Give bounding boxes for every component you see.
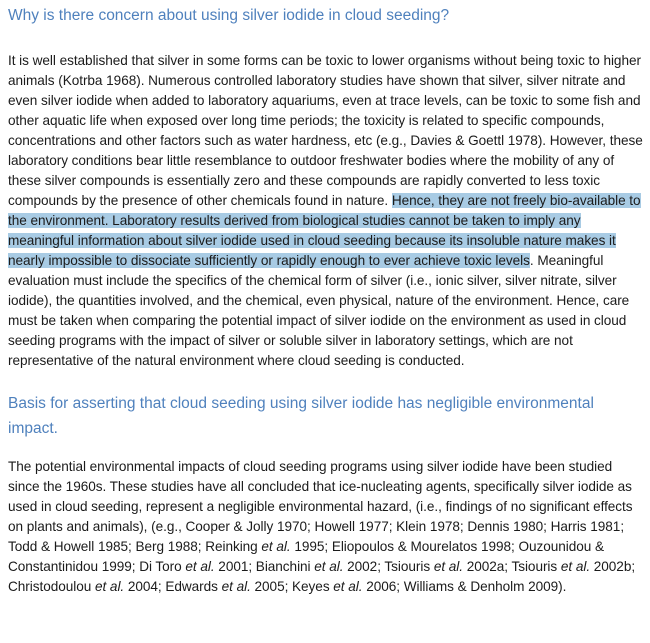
italic-text-run: et al. <box>221 578 251 594</box>
italic-text-run: et al. <box>314 558 344 574</box>
paragraph-environmental-studies[interactable] <box>8 457 645 597</box>
highlighted-text-run: Hence, they are not freely bio-available to the environment. Laboratory results derived from biological studies cannot be taken to imply any meaningful information about silver iodide used in cloud seeding because its insoluble nature makes it nearly impossible to dissociate sufficiently or rapidly enough to ever achieve toxic levels <box>8 192 641 268</box>
italic-text-run: et al. <box>261 538 291 554</box>
paragraph-silver-toxicity[interactable] <box>8 51 645 371</box>
text-run: 2002a; Tsiouris <box>462 558 561 574</box>
text-run: 2004; Edwards <box>124 578 222 594</box>
section-heading-basis: Basis for asserting that cloud seeding using silver iodide has negligible environmental impact. <box>8 394 594 438</box>
italic-text-run: et al. <box>94 578 125 594</box>
text-run: 2005; Keyes <box>250 578 334 594</box>
text-run: . Meaningful evaluation must include the specifics of the chemical form of silver (i.e., ionic silver, silver nitrate, silver iodide), the quantities involved, and the chemical, even physical, nature of the environment. Hence, care must be taken when comparing the potential impact of silver iodide on the environment as used in cloud seeding programs with the impact of silver or soluble silver in laboratory settings, which are not representative of the natural environment where cloud seeding is conducted. <box>8 252 630 368</box>
text-run: 2002; Tsiouris <box>343 558 434 574</box>
italic-text-run: et al. <box>560 558 591 574</box>
italic-text-run: et al. <box>433 558 463 574</box>
text-run: It is well established that silver in some forms can be toxic to lower organisms without being toxic to higher animals (Kotrba 1968). Numerous controlled laboratory studies have shown that silver, silver nitrate and even silver iodide when added to laboratory aquariums, even at trace levels, can be toxic to some fish and other aquatic life when exposed over long time periods; the toxicity is related to specific compounds, concentrations and other factors such as water hardness, etc (e.g., Davies & Goettl 1978). However, these laboratory conditions bear little resemblance to outdoor freshwater bodies where the mobility of any of these silver compounds is essentially zero and these compounds are rapidly converted to less toxic compounds by the presence of other chemicals found in nature. <box>8 52 643 208</box>
text-run: 1995; Eliopoulos & Mourelatos 1998; Ouzounidou & Constantinidou 1999; Di Toro <box>8 538 605 574</box>
italic-text-run: et al. <box>185 558 215 574</box>
text-run: 2002b; Christodoulou <box>8 558 636 594</box>
italic-text-run: et al. <box>333 578 363 594</box>
section-heading-concern: Why is there concern about using silver iodide in cloud seeding? <box>8 7 450 24</box>
text-run: 2001; Bianchini <box>214 558 315 574</box>
text-run: 2006; Williams & Denholm 2009). <box>362 578 567 594</box>
text-run: The potential environmental impacts of cloud seeding programs using silver iodide have been studied since the 1960s. These studies have all concluded that ice-nucleating agents, specifically silver iodide as used in cloud seeding, represent a negligible environmental hazard, (i.e., findings of no significant effects on plants and animals), (e.g., Cooper & Jolly 1970; Howell 1977; Klein 1978; Dennis 1980; Harris 1981; Todd & Howell 1985; Berg 1988; Reinking <box>8 458 633 554</box>
